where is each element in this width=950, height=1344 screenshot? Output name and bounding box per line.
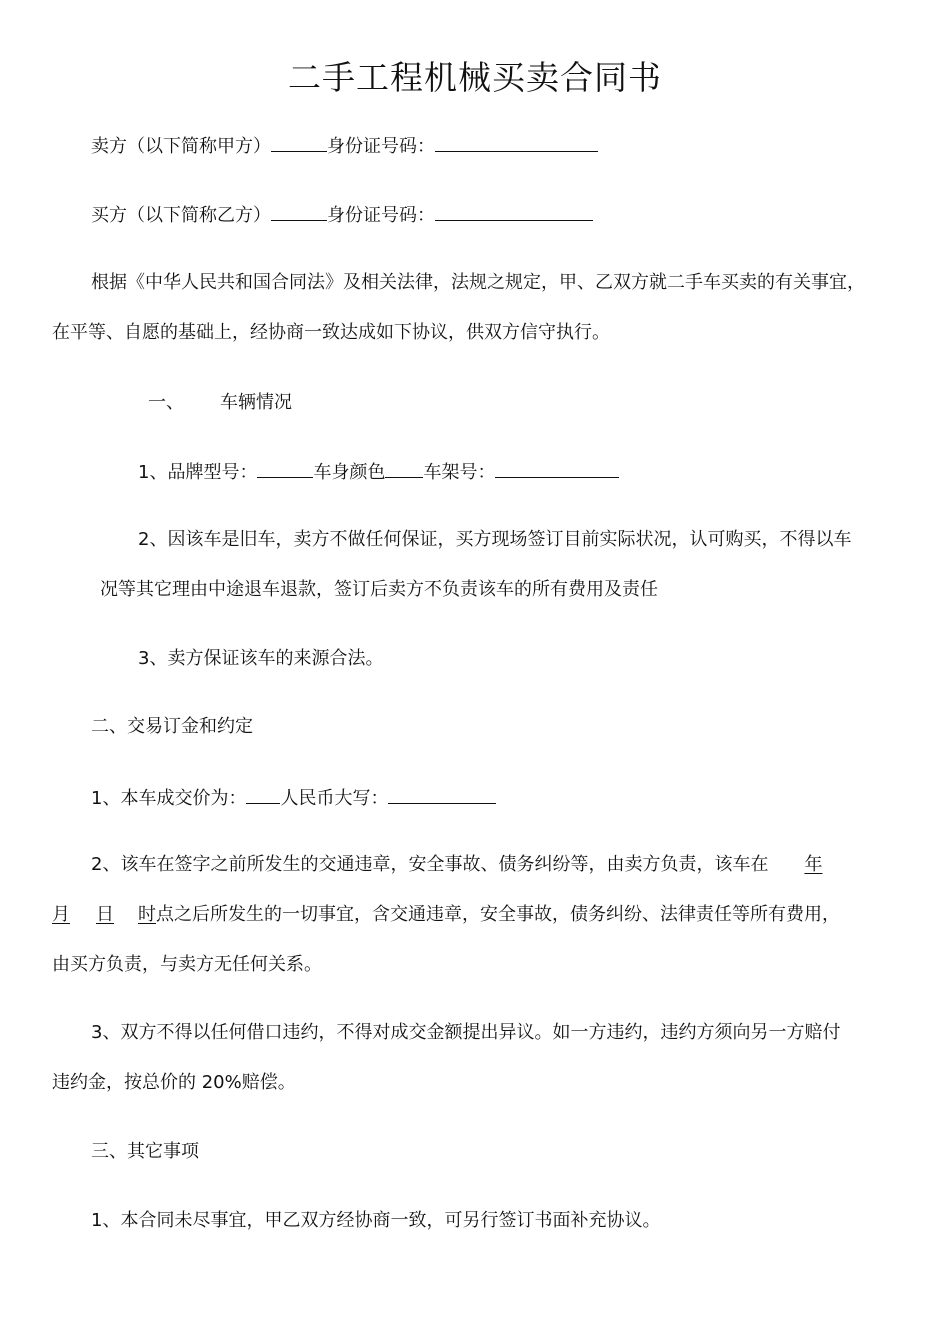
intro-line-2: 在平等、自愿的基础上，经协商一致达成如下协议，供双方信守执行。	[52, 322, 610, 343]
price-line	[91, 785, 496, 811]
section2-item2-line3: 由买方负责，与卖方无任何关系。	[52, 954, 322, 975]
section2-item2-line1	[91, 853, 822, 877]
section2-item3-line2: 违约金，按总价的 20%赔偿。	[52, 1072, 296, 1093]
seller-name-blank[interactable]	[271, 133, 327, 152]
buyer-line	[91, 202, 593, 228]
year-blank[interactable]: 年	[804, 854, 823, 875]
rmb-label: 人民币大写：	[280, 788, 389, 809]
section2-item2-rest: 点之后所发生的一切事宜，含交通违章，安全事故，债务纠纷、法律责任等所有费用，	[156, 904, 840, 925]
section1-title: 车辆情况	[220, 392, 292, 413]
section1-item3: 3、卖方保证该车的来源合法。	[138, 648, 384, 669]
section1-item2-line1: 2、因该车是旧车，卖方不做任何保证，买方现场签订目前实际状况，认可购买，不得以车	[138, 529, 852, 550]
brand-blank[interactable]	[257, 459, 313, 478]
section3-heading: 三、其它事项	[91, 1141, 199, 1162]
intro-line-1: 根据《中华人民共和国合同法》及相关法律，法规之规定，甲、乙双方就二手车买卖的有关事宜，	[91, 272, 865, 293]
frame-label: 车架号：	[423, 462, 496, 483]
section2-heading: 二、交易订金和约定	[91, 716, 253, 737]
color-blank[interactable]	[385, 459, 423, 478]
buyer-id-label: 身份证号码：	[327, 205, 435, 226]
price-blank[interactable]	[246, 785, 280, 804]
section2-item2-line2	[52, 903, 840, 927]
vehicle-info-line	[138, 459, 619, 485]
seller-id-blank[interactable]	[435, 133, 598, 152]
color-label: 车身颜色	[313, 462, 386, 483]
section3-item1: 1、本合同未尽事宜，甲乙双方经协商一致，可另行签订书面补充协议。	[91, 1210, 661, 1231]
buyer-label: 买方（以下简称乙方）	[91, 205, 271, 226]
seller-id-label: 身份证号码：	[327, 136, 435, 157]
section1-item2-line2: 况等其它理由中途退车退款，签订后卖方不负责该车的所有费用及责任	[100, 579, 658, 600]
price-label: 1、本车成交价为：	[91, 788, 247, 809]
rmb-amount-blank[interactable]	[388, 785, 496, 804]
section2-item2-text: 2、该车在签字之前所发生的交通违章，安全事故、债务纠纷等，由卖方负责，该车在	[91, 854, 769, 875]
buyer-name-blank[interactable]	[271, 202, 327, 221]
seller-label: 卖方（以下简称甲方）	[91, 136, 271, 157]
brand-label: 1、品牌型号：	[138, 462, 258, 483]
seller-line	[91, 133, 598, 159]
date-blanks[interactable]: 月 日 时	[52, 904, 156, 925]
section1-number: 一、	[148, 392, 184, 413]
document-title: 二手工程机械买卖合同书	[288, 58, 662, 97]
section1-heading	[148, 391, 292, 415]
frame-number-blank[interactable]	[495, 459, 619, 478]
section2-item3-line1: 3、双方不得以任何借口违约，不得对成交金额提出异议。如一方违约，违约方须向另一方赔付	[91, 1022, 841, 1043]
buyer-id-blank[interactable]	[435, 202, 593, 221]
